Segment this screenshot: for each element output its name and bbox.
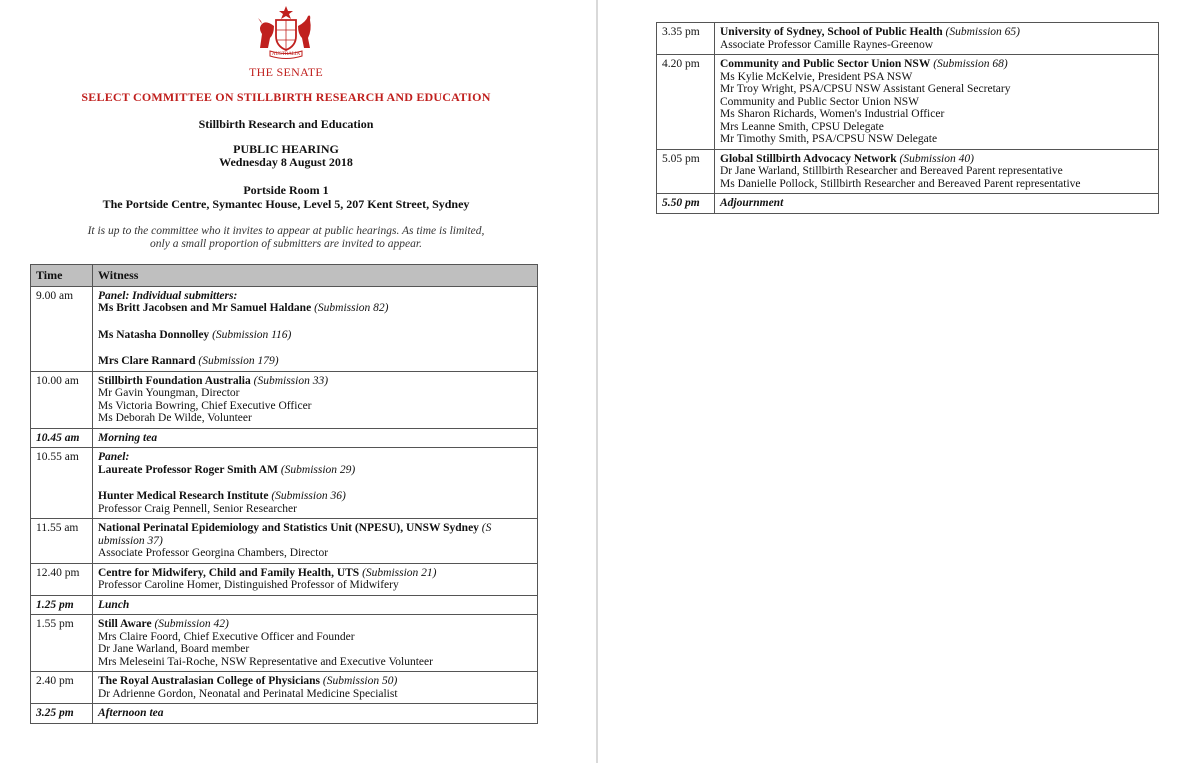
time-cell: 10.55 am <box>31 448 93 519</box>
senate-heading: THE SENATE <box>249 65 323 79</box>
schedule-table-continued <box>656 22 1159 214</box>
table-row <box>31 371 538 428</box>
committee-heading: SELECT COMMITTEE ON STILLBIRTH RESEARCH AND EDUCATION <box>81 90 491 104</box>
table-row <box>31 595 538 615</box>
table-row <box>31 286 538 371</box>
break-cell: Morning tea <box>93 428 538 448</box>
time-cell: 12.40 pm <box>31 563 93 595</box>
break-cell: Adjournment <box>715 194 1159 214</box>
table-row <box>657 149 1159 194</box>
table-row <box>31 428 538 448</box>
time-cell: 10.00 am <box>31 371 93 428</box>
time-cell: 4.20 pm <box>657 55 715 150</box>
venue-address: The Portside Centre, Symantec House, Level 5, 207 Kent Street, Sydney <box>102 197 470 211</box>
time-cell: 5.05 pm <box>657 149 715 194</box>
table-row <box>31 519 538 564</box>
witness-cell: Panel: Individual submitters: Ms Britt Jacobsen and Mr Samuel Haldane (Submission 82) Ms Natasha Donnolley (Submission 116) Mrs Clare Rannard (Submission 179) <box>93 286 538 371</box>
left-page <box>0 0 596 763</box>
break-cell: Lunch <box>93 595 538 615</box>
time-cell: 3.35 pm <box>657 23 715 55</box>
column-header-time: Time <box>31 265 93 287</box>
time-cell: 11.55 am <box>31 519 93 564</box>
table-row <box>657 194 1159 214</box>
table-row <box>31 672 538 704</box>
time-cell: 10.45 am <box>31 428 93 448</box>
invitation-note: It is up to the committee who it invites to appear at public hearings. As time is limited, only a small proportion of submitters are invited to appear. <box>87 225 485 250</box>
hearing-type: PUBLIC HEARING <box>233 142 339 156</box>
table-row <box>31 615 538 672</box>
time-cell: 1.55 pm <box>31 615 93 672</box>
witness-cell: University of Sydney, School of Public Health (Submission 65) Associate Professor Camille Raynes-Greenow <box>715 23 1159 55</box>
table-row <box>31 704 538 724</box>
witness-cell: Global Stillbirth Advocacy Network (Submission 40) Dr Jane Warland, Stillbirth Researcher and Bereaved Parent representative Ms Danielle Pollock, Stillbirth Researcher and Bereaved Parent representative <box>715 149 1159 194</box>
time-cell: 1.25 pm <box>31 595 93 615</box>
table-row <box>657 55 1159 150</box>
hearing-date: Wednesday 8 August 2018 <box>219 155 353 169</box>
table-row <box>31 563 538 595</box>
venue-heading <box>0 183 572 211</box>
venue-room: Portside Room 1 <box>243 183 329 197</box>
witness-cell: Panel: Laureate Professor Roger Smith AM (Submission 29) Hunter Medical Research Institute (Submission 36) Professor Craig Pennell, Senior Researcher <box>93 448 538 519</box>
time-cell: 5.50 pm <box>657 194 715 214</box>
witness-cell: Stillbirth Foundation Australia (Submission 33) Mr Gavin Youngman, Director Ms Victoria Bowring, Chief Executive Officer Ms Deborah De Wilde, Volunteer <box>93 371 538 428</box>
table-row <box>657 23 1159 55</box>
column-header-witness: Witness <box>93 265 538 287</box>
witness-cell: The Royal Australasian College of Physicians (Submission 50) Dr Adrienne Gordon, Neonatal and Perinatal Medicine Specialist <box>93 672 538 704</box>
schedule-table <box>30 264 538 724</box>
time-cell: 9.00 am <box>31 286 93 371</box>
table-row <box>31 448 538 519</box>
table-header-row <box>31 265 538 287</box>
right-page <box>598 0 1200 763</box>
witness-cell: Still Aware (Submission 42) Mrs Claire Foord, Chief Executive Officer and Founder Dr Jane Warland, Board member Mrs Meleseini Tai-Roche, NSW Representative and Executive Volunteer <box>93 615 538 672</box>
crest-scroll-text: AUSTRALIA <box>271 52 301 57</box>
hearing-heading <box>0 143 572 169</box>
break-cell: Afternoon tea <box>93 704 538 724</box>
time-cell: 3.25 pm <box>31 704 93 724</box>
witness-cell: National Perinatal Epidemiology and Statistics Unit (NPESU), UNSW Sydney (S ubmission 37) Associate Professor Georgina Chambers, Director <box>93 519 538 564</box>
inquiry-title: Stillbirth Research and Education <box>198 117 374 131</box>
coat-of-arms-icon <box>246 4 326 64</box>
witness-cell: Community and Public Sector Union NSW (Submission 68) Ms Kylie McKelvie, President PSA NSW Mr Troy Wright, PSA/CPSU NSW Assistant General Secretary Community and Public Sector Union NSW Ms Sharon Richards, Women's Industrial Officer Mrs Leanne Smith, CPSU Delegate Mr Timothy Smith, PSA/CPSU NSW Delegate <box>715 55 1159 150</box>
time-cell: 2.40 pm <box>31 672 93 704</box>
witness-cell: Centre for Midwifery, Child and Family Health, UTS (Submission 21) Professor Caroline Homer, Distinguished Professor of Midwifery <box>93 563 538 595</box>
